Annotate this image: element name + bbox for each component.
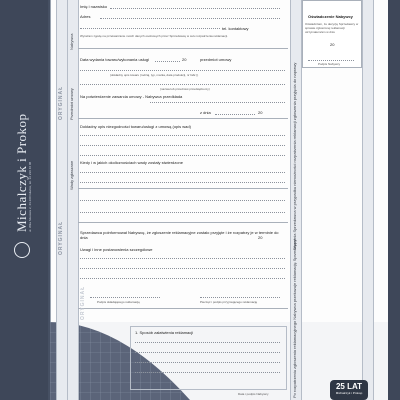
input-product-1[interactable] xyxy=(80,70,285,71)
buyer-statement-text: Oświadczam, że decyzję Sprzedawcy w sprawie zgłoszonej reklamacji otrzymałem/am w dniu xyxy=(305,22,359,34)
input-date[interactable] xyxy=(215,114,255,115)
input-extra-1[interactable] xyxy=(80,200,285,201)
input-when-1[interactable] xyxy=(80,172,285,173)
copy-label-mid: ORYGINAŁ xyxy=(58,220,64,255)
input-complaint-2[interactable] xyxy=(80,145,285,146)
input-purchase-date[interactable] xyxy=(155,61,180,62)
divider-3 xyxy=(78,188,288,189)
vlabel-buyer: Nabywca xyxy=(69,33,74,50)
seller-hint: (nazwa lub przedmiot przedsiębiorcy) xyxy=(160,87,210,91)
sig-buyer-label: Podpis składającego reklamację xyxy=(97,300,140,304)
buyer-statement-box xyxy=(302,0,362,68)
vlabel-strip-long: Wypełnia Sprzedawca w przypadku niemożności rozpatrzenia reklamacji zgłoszenia przyjęcia do naprawy xyxy=(292,62,297,250)
vlabel-seller-info: Przedmiot umowy xyxy=(69,88,74,120)
input-confirm-receipt[interactable] xyxy=(150,102,285,103)
brand-name: Michalczyk i Prokop xyxy=(14,113,29,232)
anniversary-seal xyxy=(330,380,368,400)
label-purchase-unit: przedmiot umowy xyxy=(200,57,232,62)
sig-seller-label: Pieczęć i podpis przyjmującego reklamację xyxy=(200,300,258,304)
label-name: Imię i nazwisko xyxy=(80,4,108,9)
copy-label-top: ORYGINAŁ xyxy=(58,85,64,120)
brand-spine xyxy=(0,0,48,400)
input-complaint-3[interactable] xyxy=(80,155,285,156)
sig-consumer-label: Data i podpis Nabywcy xyxy=(238,392,269,396)
consent-text: Wyrażam zgodę na przetwarzanie moich danych osobowych przez Sprzedawcę w celu rozpatrzenia reklamacji. xyxy=(80,34,228,38)
sig-line-buyer-stmt[interactable] xyxy=(308,60,354,61)
divider-5 xyxy=(78,308,288,309)
sig-line-seller[interactable] xyxy=(200,297,280,298)
vlabel-strip-bottom: Po rozpatrzeniu zgłoszenia reklamacyjnego Nabywca przekazuje reklamację Sprzedawcy xyxy=(292,239,297,398)
label-contact: tel. kontaktowy xyxy=(222,26,249,31)
divider-4 xyxy=(78,222,288,223)
seal-small-text: Michalczyk i Prokop xyxy=(335,391,363,395)
seller-decision-text: Sprzedawca poinformował Nabywcę, że zgłoszenie reklamacyjne zostało przyjęte i że rozpatrzy je w terminie do dnia xyxy=(80,230,279,240)
input-section-1-1[interactable] xyxy=(135,342,280,343)
label-purchase-date: Data wydania towaru/wykonania usługi xyxy=(80,57,149,62)
divider-1 xyxy=(78,48,288,49)
vertical-strip-left-inner xyxy=(67,0,79,400)
input-complaint-1[interactable] xyxy=(80,135,285,136)
brand-logo-icon xyxy=(14,242,30,258)
input-section-1-3[interactable] xyxy=(135,362,280,363)
year-prefix-4: 20 xyxy=(330,42,335,47)
label-remarks: Uwagi i inne postanowienia szczegółowe xyxy=(80,247,153,252)
input-remarks-3[interactable] xyxy=(80,278,285,279)
input-product-2[interactable] xyxy=(80,84,285,85)
input-address-2[interactable] xyxy=(80,28,220,29)
year-prefix-1: 20 xyxy=(182,57,187,62)
input-remarks-2[interactable] xyxy=(80,268,285,269)
input-extra-2[interactable] xyxy=(80,212,285,213)
year-prefix-2: 20 xyxy=(258,110,263,115)
label-address: Adres xyxy=(80,14,91,19)
year-prefix-3: 20 xyxy=(258,235,263,240)
section-1-box xyxy=(130,326,287,390)
input-when-2[interactable] xyxy=(80,182,285,183)
section-1-title: 1. Sposób załatwienia reklamacji xyxy=(135,330,194,335)
label-when-occurred: Kiedy i w jakich okolicznościach wady zostały stwierdzone xyxy=(80,160,183,165)
product-desc-hint: (dokładny opis towaru (rodzaj, typ, marka, data produkcji, nr fabr.)) xyxy=(110,73,199,77)
brand-address: ul. Wita Stwosza 2, 44-100 Gliwice, tel. 32 230 46 08 xyxy=(28,161,32,232)
buyer-statement-hint: Podpis Nabywcy xyxy=(318,62,341,66)
input-section-1-2[interactable] xyxy=(135,352,280,353)
divider-2 xyxy=(78,118,288,119)
input-section-1-4[interactable] xyxy=(135,372,280,373)
buyer-statement-title: Oświadczenie Nabywcy xyxy=(308,14,353,19)
seal-big-text: 25 LAT xyxy=(335,382,363,391)
right-frame xyxy=(388,0,400,400)
label-date: z dnia xyxy=(200,110,211,115)
label-complaint: Dokładny opis niezgodności towaru/usługi z umową (opis wad) xyxy=(80,124,191,129)
input-address[interactable] xyxy=(100,18,280,19)
vlabel-defects: Wady zgłaszane xyxy=(69,160,74,190)
sig-line-buyer[interactable] xyxy=(90,297,160,298)
vertical-strip-far-right xyxy=(362,0,374,400)
input-name[interactable] xyxy=(110,8,280,9)
input-remarks-1[interactable] xyxy=(80,258,285,259)
watermark-original: ORYGINAŁ xyxy=(80,285,86,320)
label-confirm-receipt: Na potwierdzenie zawarcia umowy - Nabywca przedkłada xyxy=(80,94,183,99)
